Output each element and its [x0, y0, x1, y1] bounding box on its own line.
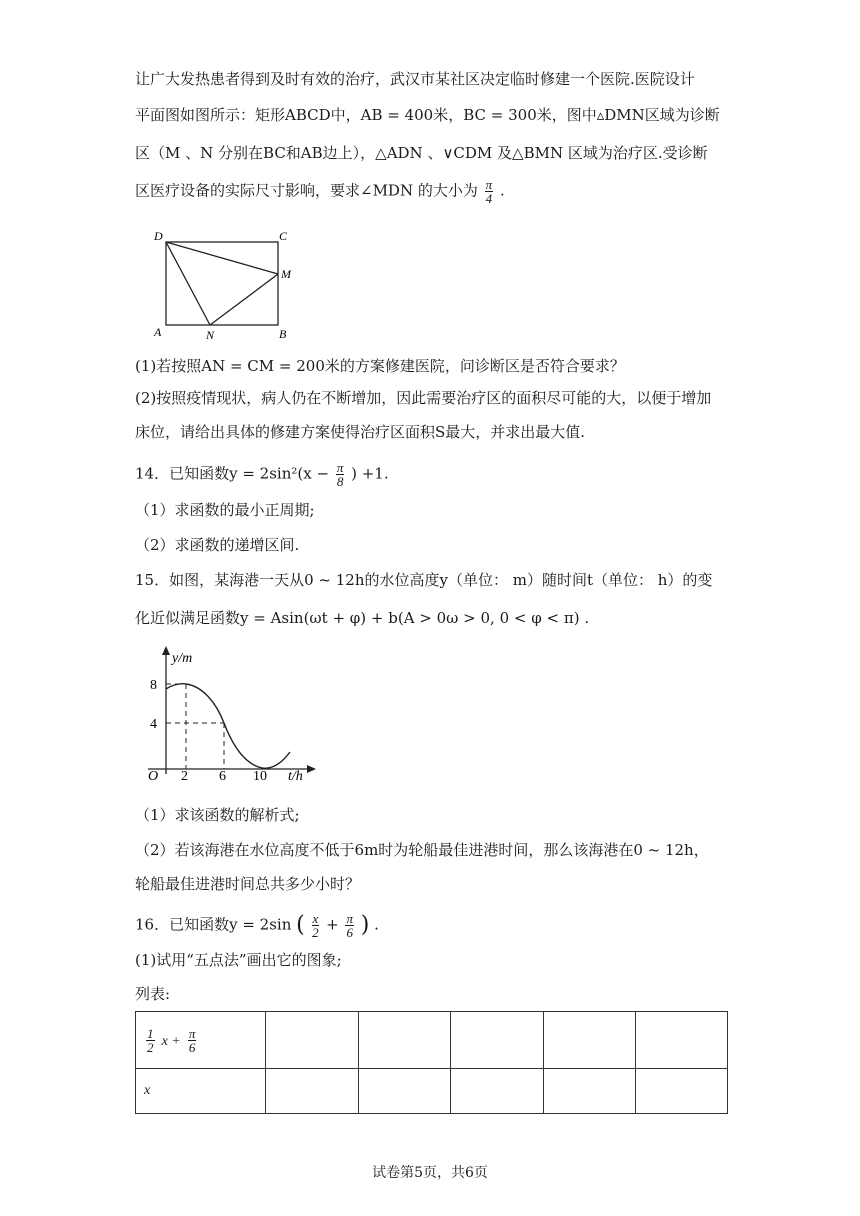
p13-line-4-end: .	[499, 181, 505, 200]
label-n: N	[206, 328, 215, 342]
segment-mn	[210, 274, 278, 325]
table-cell[interactable]	[451, 1069, 544, 1114]
table-cell[interactable]	[359, 1069, 451, 1114]
x-tick-6: 6	[219, 769, 226, 782]
table-cell[interactable]	[544, 1069, 636, 1114]
p16-q1: (1)试用“五点法”画出它的图象;	[135, 951, 342, 969]
segment-dn	[166, 242, 210, 325]
x-axis-arrow	[307, 765, 316, 773]
frac-den: 4	[485, 191, 493, 206]
p15-q1: （1）求该函数的解析式;	[135, 806, 300, 824]
plus-sign: +	[326, 915, 339, 934]
p14-head-tail: ) +1.	[351, 464, 389, 483]
pi-over-4	[485, 178, 494, 205]
p14-q2: （2）求函数的递增区间.	[135, 536, 300, 554]
segment-dm	[166, 242, 278, 274]
p16-listing: 列表:	[135, 985, 171, 1003]
label-b: B	[279, 327, 287, 341]
table-cell[interactable]	[359, 1012, 451, 1069]
frac-den: 2	[312, 925, 319, 940]
water-level-graph	[140, 642, 320, 782]
p13-q2-a: (2)按照疫情现状，病人仍在不断增加，因此需要治疗区的面积尽可能的大，以便于增加	[135, 389, 712, 407]
table-cell-header-1	[136, 1012, 266, 1069]
x-axis-label: t/h	[288, 769, 303, 782]
rect-abcd	[166, 242, 278, 325]
table-cell[interactable]	[266, 1069, 359, 1114]
x-plus: x +	[161, 1033, 181, 1049]
p15-line-1: 15．如图，某海港一天从0 ~ 12h的水位高度y（单位： m）随时间t（单位： h）的变	[135, 571, 713, 589]
frac-den: 8	[336, 474, 344, 489]
frac-num: 1	[147, 1025, 154, 1041]
p14-head-text: 14．已知函数y = 2sin²(x −	[135, 464, 330, 483]
label-d: D	[154, 229, 163, 243]
p13-line-2: 平面图如图所示：矩形ABCD中，AB = 400米，BC = 300米，图中▵DMN区域为诊断	[135, 106, 720, 124]
label-a: A	[154, 325, 162, 339]
p15-q2-a: （2）若该海港在水位高度不低于6m时为轮船最佳进港时间，那么该海港在0 ~ 12h，	[135, 841, 709, 859]
table-cell[interactable]	[451, 1012, 544, 1069]
p13-q2-b: 床位，请给出具体的修建方案使得治疗区面积S最大，并求出最大值.	[135, 423, 586, 441]
p13-line-4-text: 区医疗设备的实际尺寸影响，要求∠MDN 的大小为	[135, 181, 478, 200]
p14-head	[135, 461, 389, 488]
frac-num: π	[346, 911, 353, 926]
pi-over-6	[345, 912, 354, 939]
p15-q2-b: 轮船最佳进港时间总共多少小时？	[135, 875, 361, 893]
p13-line-3: 区（M 、N 分别在BC和AB边上），△ADN 、∨CDM 及△BMN 区域为治疗区.受诊断	[135, 144, 708, 162]
table-cell[interactable]	[636, 1069, 728, 1114]
p13-q1: (1)若按照AN = CM = 200米的方案修建医院，问诊断区是否符合要求？	[135, 357, 625, 375]
rectangle-figure	[148, 226, 298, 344]
origin-label: O	[148, 769, 159, 782]
half-fraction	[146, 1027, 155, 1054]
paren-left: (	[296, 912, 305, 938]
p16-head	[135, 912, 379, 939]
five-point-table	[135, 1011, 728, 1114]
p16-head-tail: .	[374, 915, 379, 934]
frac-den: 2	[147, 1039, 154, 1055]
y-tick-8: 8	[150, 678, 157, 693]
sine-curve	[166, 684, 290, 769]
frac-num: x	[312, 911, 319, 926]
p15-line-2: 化近似满足函数y = Asin(ωt + φ) + b(A > 0ω > 0, 0 < φ < π) .	[135, 609, 590, 627]
frac-den: 6	[188, 1039, 196, 1055]
frac-num: π	[336, 460, 344, 475]
p13-line-4	[135, 178, 505, 205]
table-cell[interactable]	[266, 1012, 359, 1069]
y-tick-4: 4	[150, 717, 157, 732]
frac-num: π	[485, 177, 493, 192]
table-cell[interactable]	[544, 1012, 636, 1069]
frac-den: 6	[346, 925, 353, 940]
label-m: M	[281, 267, 291, 281]
pi-over-6	[188, 1027, 197, 1054]
table-cell-header-2: x	[136, 1069, 266, 1114]
x-over-2	[312, 912, 320, 939]
table-row	[136, 1069, 728, 1114]
y-axis-label: y/m	[172, 651, 193, 666]
table-row	[136, 1012, 728, 1069]
label-c: C	[279, 229, 288, 243]
p14-q1: （1）求函数的最小正周期;	[135, 501, 315, 519]
p16-head-text: 16．已知函数y = 2sin	[135, 915, 292, 934]
table-cell[interactable]	[636, 1012, 728, 1069]
page-footer: 试卷第5页，共6页	[372, 1165, 488, 1181]
p13-line-1: 让广大发热患者得到及时有效的治疗，武汉市某社区决定临时修建一个医院.医院设计	[135, 70, 695, 88]
x-tick-2: 2	[181, 769, 188, 782]
y-axis-arrow	[162, 646, 170, 655]
x-tick-10: 10	[253, 769, 267, 782]
paren-right: )	[360, 912, 370, 938]
pi-over-8	[336, 461, 345, 488]
frac-num: π	[188, 1025, 196, 1041]
